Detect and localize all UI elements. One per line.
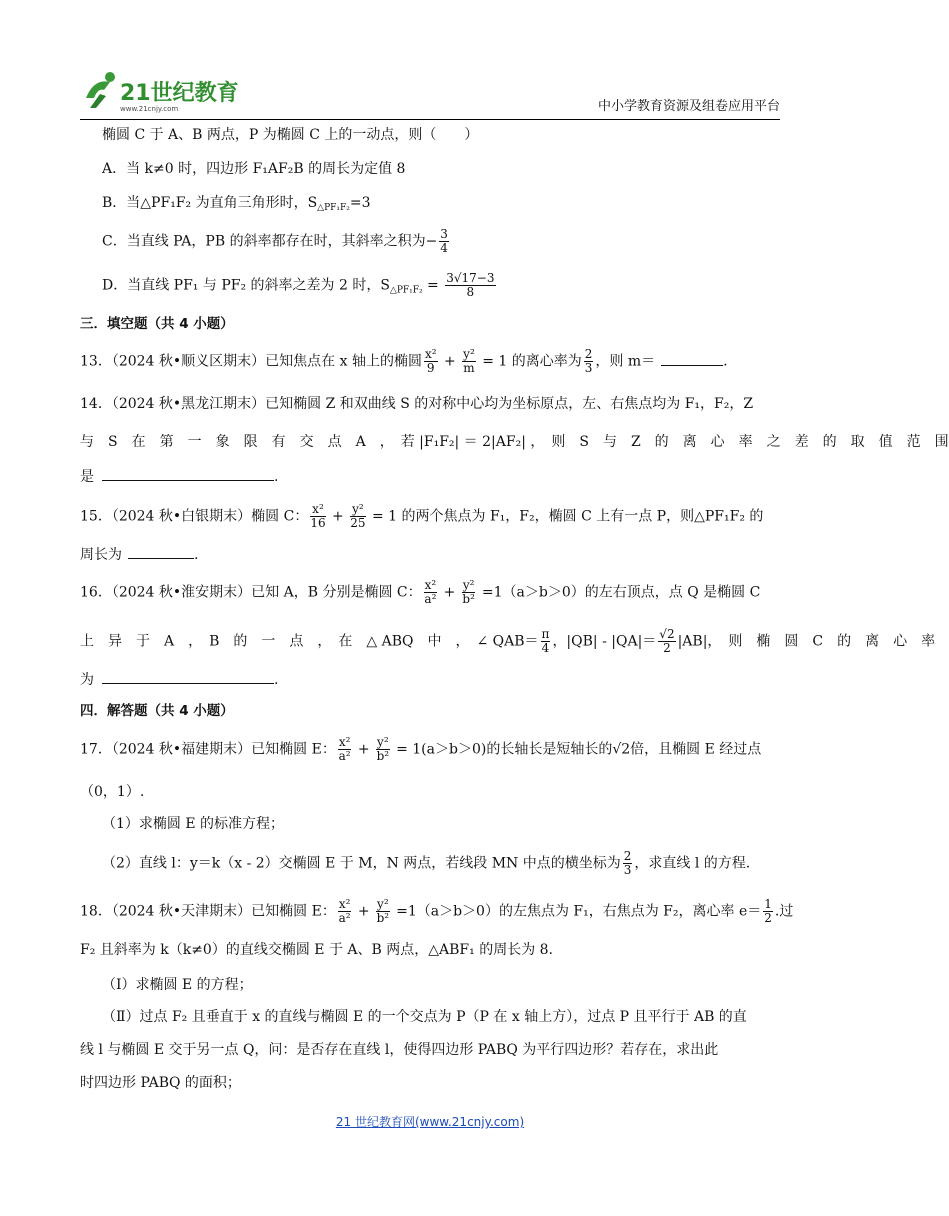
question-18-part2-line2: 线 l 与椭圆 E 交于另一点 Q，问：是否存在直线 l，使得四边形 PABQ 为平行四边形？若存在，求出此 [80, 1042, 719, 1058]
q12-option-a: A．当 k≠0 时，四边形 F₁AF₂B 的周长为定值 8 [102, 161, 406, 177]
question-18-part2-line3: 时四边形 PABQ 的面积； [80, 1075, 241, 1091]
fraction: $\frac{3}{4}$ [440, 227, 448, 255]
question-16-line2: 上 异 于 A ， B 的 一 点 ， 在 △ ABQ 中 ， ∠ QAB＝ $\frac{\pi}{4}$ ，|QB| - |QA|＝ $\frac{√2}{2}$ |AB|， 则 椭 圆 C 的 离 心 率 [80, 627, 936, 655]
footer-link[interactable]: 21 世纪教育网(www.21cnjy.com) [335, 1115, 525, 1129]
fraction: $\frac{3√17-3}{8}$ [446, 271, 495, 299]
question-18-part1: （Ⅰ）求椭圆 E 的方程； [102, 977, 253, 993]
answer-blank [102, 468, 274, 481]
section-fill-in: 三．填空题（共 4 小题） [80, 316, 234, 332]
question-15: 15．（2024 秋•白银期末）椭圆 C： $\frac{\text{x²}}{16}$ + $\frac{\text{y²}}{25}$ = 1 的两个焦点为 F₁，F₂，椭圆 C 上有一点 P，则△PF₁F₂ 的 [80, 502, 764, 530]
question-18-line2: F₂ 且斜率为 k（k≠0）的直线交椭圆 E 于 A、B 两点，△ABF₁ 的周长为 8. [80, 942, 553, 958]
question-16-line3: 为 . [80, 672, 279, 688]
question-18: 18．（2024 秋•天津期末）已知椭圆 E： $\frac{\text{x²}}{\text{a²}}$ + $\frac{\text{y²}}{\text{b²}}$ =1（a＞b＞0）的左焦点为 F₁，右焦点为 F₂，离心率 e＝ $\frac{1}{2}$ .过 [80, 897, 794, 925]
q12-stem-tail: 椭圆 C 于 A、B 两点，P 为椭圆 C 上的一动点，则（ ） [102, 127, 479, 143]
answer-blank [102, 671, 274, 684]
question-14-line2: 与 S 在 第 一 象 限 有 交 点 A ， 若 |F₁F₂| ＝ 2|AF₂| ， 则 S 与 Z 的 离 心 率 之 差 的 取 值 范 围 [80, 434, 949, 450]
question-14-line3: 是 . [80, 469, 279, 485]
question-17: 17．（2024 秋•福建期末）已知椭圆 E： $\frac{\text{x²}}{\text{a²}}$ + $\frac{\text{y²}}{\text{b²}}$ = 1(a＞b＞0)的长轴长是短轴长的√2倍，且椭圆 E 经过点 [80, 735, 762, 763]
header-rule [80, 119, 780, 120]
question-13: 13．（2024 秋•顺义区期末）已知焦点在 x 轴上的椭圆 $\frac{\text{x²}}{9}$ + $\frac{\text{y²}}{m}$ = 1 的离心率为 $\frac{2}{3}$ ，则 m＝ . [80, 347, 728, 375]
question-17-line2: （0，1）. [80, 784, 145, 800]
svg-text:www.21cnjy.com: www.21cnjy.com [120, 105, 179, 113]
answer-blank [128, 546, 194, 559]
question-16: 16．（2024 秋•淮安期末）已知 A，B 分别是椭圆 C： $\frac{\text{x²}}{\text{a²}}$ + $\frac{\text{y²}}{\text{b²}}$ =1（a＞b＞0）的左右顶点，点 Q 是椭圆 C [80, 578, 761, 606]
logo-icon [80, 68, 250, 114]
platform-name: 中小学教育资源及组卷应用平台 [597, 99, 780, 114]
question-15-line2: 周长为 . [80, 547, 199, 563]
question-14-line1: 14．（2024 秋•黑龙江期末）已知椭圆 Z 和双曲线 S 的对称中心均为坐标原点，左、右焦点均为 F₁，F₂，Z [80, 396, 754, 412]
answer-blank [661, 353, 723, 366]
question-18-part2-line1: （Ⅱ）过点 F₂ 且垂直于 x 的直线与椭圆 E 的一个交点为 P（P 在 x 轴上方），过点 P 且平行于 AB 的直 [102, 1009, 747, 1025]
page-header [80, 62, 780, 120]
q12-option-b: B．当△PF₁F₂ 为直角三角形时，$S_{\triangle PF_1F_2}=3$ [102, 195, 371, 213]
question-17-part2: （2）直线 l：y＝k（x - 2）交椭圆 E 于 M，N 两点，若线段 MN 中点的横坐标为 $\frac{2}{3}$ ，求直线 l 的方程. [102, 849, 751, 877]
svg-text:21世纪教育: 21世纪教育 [120, 81, 239, 106]
section-answer: 四．解答题（共 4 小题） [80, 703, 234, 719]
q12-option-c: C．当直线 PA，PB 的斜率都存在时，其斜率之积为− $\frac{3}{4}$ [102, 227, 448, 255]
q12-option-d: D．当直线 PF₁ 与 PF₂ 的斜率之差为 2 时，$S_{\triangle PF_1F_2}$ = $\frac{3√17-3}{8}$ [102, 271, 495, 299]
question-17-part1: （1）求椭圆 E 的标准方程； [102, 816, 285, 832]
